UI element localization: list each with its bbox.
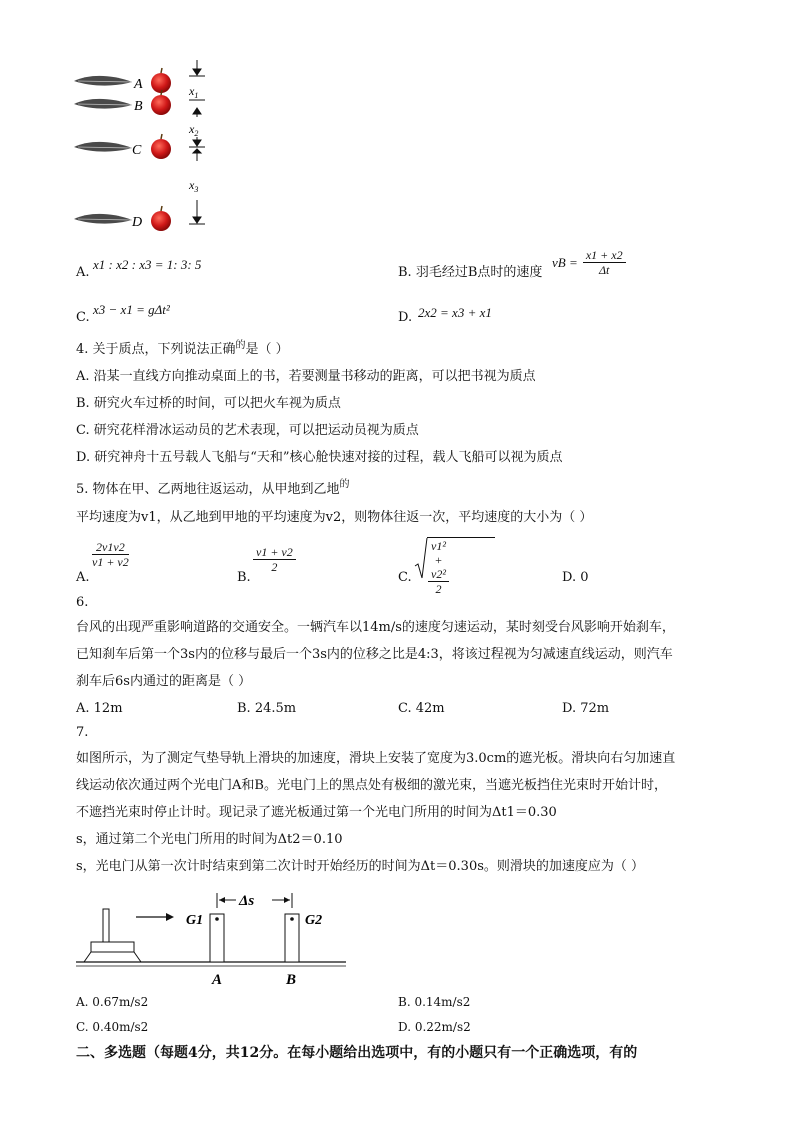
dimension-x1: $x_1$ <box>189 84 199 100</box>
q7-option-a: A. 0.67m/s2 <box>76 995 149 1009</box>
q6-line-2: 已知刹车后第一个3s内的位移与最后一个3s内的位移之比是4:3，将该过程视为匀减速直线运动，则汽车 <box>76 647 673 662</box>
photogate-b <box>285 914 299 962</box>
q4-option-b: B. 研究火车过桥的时间，可以把火车视为质点 <box>76 396 341 411</box>
q3-option-d-label: D. <box>398 310 413 325</box>
q7-line-5: s，光电门从第一次计时结束到第二次计时开始经历的时间为Δt＝0.30s。则滑块的加速度应为（ ） <box>76 859 645 874</box>
q5-option-d: D. 0 <box>562 570 589 585</box>
q7-line-1: 如图所示，为了测定气垫导轨上滑块的加速度，滑块上安装了宽度为3.0cm的遮光板。滑块向右匀加速直 <box>76 751 676 766</box>
q5-option-a-frac: $\frac{2v1v2}{v1 + v2}$ <box>92 540 129 569</box>
feather-icon <box>74 76 132 86</box>
photogate-a <box>210 914 224 962</box>
q7-line-2: 线运动依次通过两个光电门A和B。光电门上的黑点处有极细的激光束，当遮光板挡住光束时开始计时， <box>76 778 667 793</box>
right-arrow-icon <box>166 913 174 921</box>
q4-stem: 4. 关于质点，下列说法正确$^的$是（ ） <box>76 340 289 357</box>
q6-option-d: D. 72m <box>562 701 610 716</box>
apple-icon <box>151 90 171 115</box>
point-label-b: B <box>134 99 143 114</box>
q6-option-b: B. 24.5m <box>237 701 297 716</box>
q3-option-b-formula <box>552 248 626 277</box>
q3-option-a-expr: x1 : x2 : x3 = 1: 3: 5 <box>93 257 202 272</box>
apple-icon <box>151 68 171 93</box>
q5-stem: 5. 物体在甲、乙两地往返运动，从甲地到乙地$^的$ <box>76 479 350 497</box>
point-label-d: D <box>132 215 143 230</box>
q3-option-d-expr: 2x2 = x3 + x1 <box>418 305 492 320</box>
q3-option-b-lhs: vB = <box>552 255 578 270</box>
q5-option-b-frac: $\frac{v1 + v2}{2}$ <box>253 545 296 574</box>
q3-option-c-expr: x3 − x1 = gΔt² <box>93 302 170 317</box>
q3-option-a-label: A. <box>76 265 90 280</box>
section-2-heading: 二、多选题（每题4分，共12分。在每小题给出选项中，有的小题只有一个正确选项，有的 <box>76 1045 638 1061</box>
air-track-figure <box>74 888 354 988</box>
q3-option-d <box>398 305 492 327</box>
q3-option-c <box>76 302 170 327</box>
q5-option-b-label: B. <box>237 570 251 585</box>
q3-option-c-label: C. <box>76 310 90 325</box>
apple-icon <box>151 134 171 159</box>
q5-option-c-label: C. <box>398 570 412 585</box>
q3-option-b <box>398 264 542 282</box>
feather-apple-figure <box>70 55 220 240</box>
dimension-x2: $x_2$ <box>189 122 199 138</box>
point-label-a: A <box>134 77 143 92</box>
q7-line-3: 不遮挡光束时停止计时。现记录了遮光板通过第一个光电门所用的时间为Δt1＝0.30 <box>76 805 557 820</box>
q4-option-a: A. 沿某一直线方向推动桌面上的书，若要测量书移动的距离，可以把书视为质点 <box>76 369 536 384</box>
feather-icon <box>74 142 132 152</box>
feather-icon <box>74 99 132 109</box>
sqrt-icon <box>414 536 428 580</box>
q3-option-b-label: B. 羽毛经过B点时的速度 <box>398 265 543 280</box>
q7-option-b: B. 0.14m/s2 <box>398 995 471 1009</box>
gate-b-label: B <box>286 972 297 988</box>
q7-number: 7. <box>76 725 89 740</box>
dimension-x3: $x_3$ <box>189 178 199 194</box>
q3-option-a <box>76 257 202 282</box>
q7-line-4: s，通过第二个光电门所用的时间为Δt2＝0.10 <box>76 832 343 847</box>
q6-line-1: 台风的出现严重影响道路的交通安全。一辆汽车以14m/s的速度匀速运动，某时刻受台风影响开始刹车， <box>76 620 675 635</box>
gate-g2-label: G2 <box>305 913 323 928</box>
q3-option-b-frac: $\frac{x1 + x2}{\Delta t}$ <box>583 248 626 277</box>
apple-icon <box>151 206 171 231</box>
q6-option-a: A. 12m <box>76 701 123 716</box>
q7-option-d: D. 0.22m/s2 <box>398 1020 471 1034</box>
q6-line-3: 刹车后6s内通过的距离是（ ） <box>76 674 252 689</box>
q5-option-a-label: A. <box>76 570 90 585</box>
q4-option-d: D. 研究神舟十五号载人飞船与“天和”核心舱快速对接的过程，载人飞船可以视为质点 <box>76 450 563 465</box>
gate-g1-label: G1 <box>186 913 204 928</box>
q4-option-c: C. 研究花样滑冰运动员的艺术表现，可以把运动员视为质点 <box>76 423 419 438</box>
feather-icon <box>74 214 132 224</box>
delta-s-label: Δs <box>239 893 255 909</box>
q6-option-c: C. 42m <box>398 701 445 716</box>
point-label-c: C <box>132 143 142 158</box>
q7-option-c: C. 0.40m/s2 <box>76 1020 149 1034</box>
gate-a-label: A <box>212 972 223 988</box>
q6-number: 6. <box>76 595 89 610</box>
q5-stem-line2: 平均速度为v1，从乙地到甲地的平均速度为v2，则物体往返一次，平均速度的大小为（ ） <box>76 510 593 525</box>
